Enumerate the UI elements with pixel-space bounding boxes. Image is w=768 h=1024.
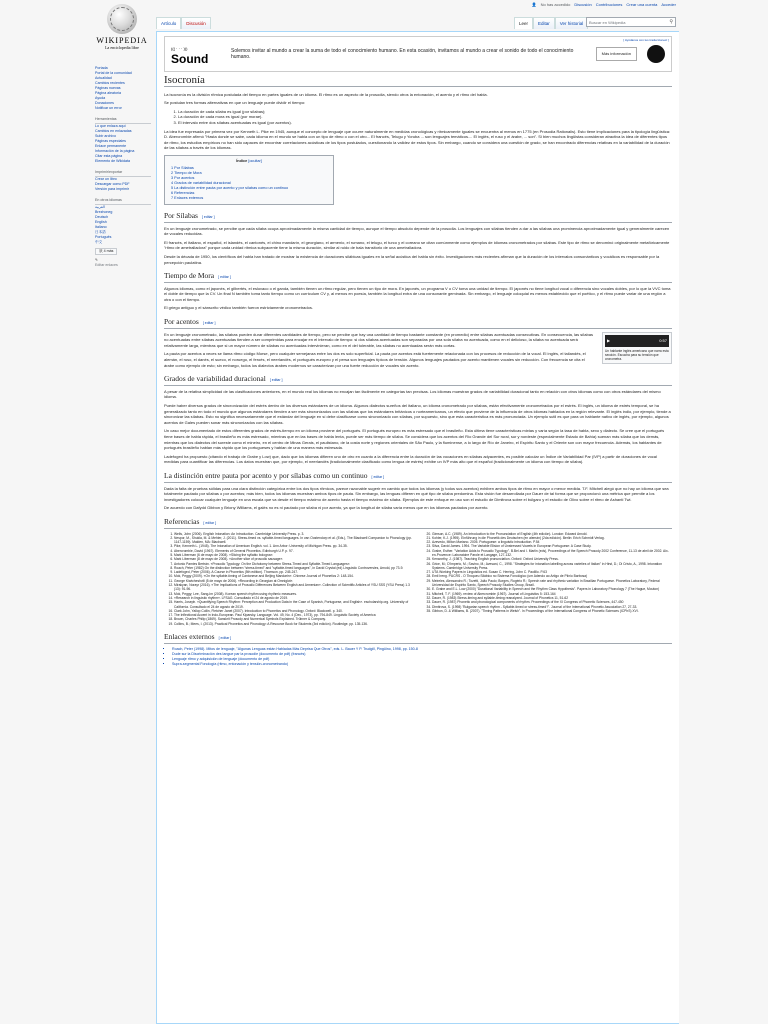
section-title: Enlaces externos: [164, 632, 215, 642]
paragraph: A pesar de la relativa simplicidad de las clasificaciones anteriores, en el mundo real los idiomas no encajan tan fácilmente en categorías tan precisas. Los idiomas muestran grados de variabilidad duracional tanto en relación con otros idiomas como con otros estándares del mismo idioma.: [164, 388, 661, 400]
toc-item[interactable]: 5 La distinción entre pauta por acento y por sílabas como un continuo: [171, 185, 289, 190]
tab-read[interactable]: Leer: [514, 17, 533, 29]
edit-section-link[interactable]: [ editar ]: [201, 214, 215, 219]
media-caption: Un hablante inglés americano que narra esta sección. Escucha para su tensión que cronometra.: [605, 348, 669, 361]
wikimedia-logo-icon: [647, 45, 665, 63]
reference-item: 21. Kohler, K.J. (1995). Einführung in die Phonetik des Deutschen (en alemán) (2da edición). Berlin: Erich Schmidt Verlag.: [432, 536, 672, 540]
not-logged-in: No has accedido: [540, 2, 571, 7]
section-heading-enlaces: [164, 634, 672, 644]
sidebar-language-item[interactable]: English: [95, 220, 107, 224]
section-heading-acentos: [164, 319, 672, 329]
tab-discussion[interactable]: Discusión: [181, 17, 211, 29]
reference-item: 23. Silva, David James. 1994. The Variable Elision of Unstressed Vowels in European Portuguese: A Case Study.: [432, 544, 672, 548]
reference-item: 34. Dimitrova, S. (1998) "Bulgarian speech rhythm - Syllable-timed or stress-timed?". Journal of the International Phonetic Association 27, 27-33.: [432, 605, 672, 609]
banner-text: Solemos invitar al mundo a crear la suma de todo el conocimiento humano. En esta ocasión, invitamos al mundo a crear el sonido de todo el conocimiento humano.: [231, 48, 574, 60]
reference-item: 20. Gimson, A.C. (1989). An Introduction to the Pronunciation of English (4th edición). London: Edward Arnold.: [432, 532, 672, 536]
sidebar-tool-item[interactable]: Páginas especiales: [95, 139, 126, 143]
sidebar-tool-item[interactable]: Subir archivo: [95, 134, 116, 138]
paragraph: En un lenguaje cronometrado, se percibe que cada sílaba ocupa aproximadamente la misma cantidad de tiempo, aunque el tiempo absoluto depende de la prosodia. Los lenguajes con sílabas tienden a dar a las sílabas una prominencia aproximadamente igual y generalmente carecen de vocales reducidas.: [164, 225, 670, 237]
reference-item: 6. Mark Liberman (8 de mayo de 2008). «Another slice of prosodic sausage».: [174, 557, 414, 561]
reference-item: 3. Pike, Kenneth L. (1945). The Intonation of American English. vol. 1. Ann Arbor: University of Michigan Press. pp. 34-35.: [174, 544, 414, 548]
edit-links-link[interactable]: Editar enlaces: [95, 263, 118, 267]
toc-item[interactable]: 6 Referencias: [171, 190, 195, 195]
paragraph: Un caso mejor documentado de estos diferentes grados de estrés-tiempo en un idioma proviene del portugués. El portugués europeo es más estresado que el brasileño. Esta última tiene características mixtas y varía según la tasa de habla, sexo y dialecto. Se cree que el portugués tiene bases de habla rápida, el brasileño es más estresado, mientras que en las bases de habla lenta, puede ser más tiempo de sílaba. Se considera que los acentos del Río Grande del Sur rural, sur y nordeste (especialmente Estado de Bahía) suenan más sílaba que los demás, mientras que los dialectos del sureste como el mineiro, en el centro de Minas Gerais, el paulistano, de la costa norte y regiones orientales de São Paulo, y la fluminense, a lo largo de Río de Janeiro, el Espíritu Santo y el Oriente son con mayor frecuencia. Además, los hablantes de portugués brasileño hablan más rápido que los portugueses y hablan de una manera más estresada.: [164, 428, 665, 451]
sidebar-print: [95, 177, 151, 192]
namespace-tabs: [156, 17, 211, 29]
list-item: 2. La duración de cada mora es igual (por morae).: [178, 114, 672, 120]
search-icon[interactable]: ⚲: [669, 19, 673, 25]
sidebar-print-item[interactable]: Descargar como PDF: [95, 182, 130, 186]
reference-item: 7. Antonio Pamies Bertrán. «Prosodic Typology: On the Dichotomy between Stress-Timed and Syllable-Timed Languages».: [174, 562, 414, 566]
reference-item: 30. E. Grabe and E.L. Low (2000) "Durational Variability in Speech and the Rhythm Class Hypothesis". Papers in Laboratory Phonology 7 (The Hague, Mouton): [432, 587, 672, 591]
sidebar-print-item[interactable]: Crear un libro: [95, 177, 117, 181]
sidebar-nav-item[interactable]: Páginas nuevas: [95, 86, 121, 90]
toc-toggle[interactable]: [ocultar]: [248, 158, 262, 163]
sidebar-language-item[interactable]: Brezhoneg: [95, 210, 113, 214]
sidebar-nav-item[interactable]: Actualidad: [95, 76, 112, 80]
sidebar-nav-item[interactable]: Portada: [95, 66, 108, 70]
reference-item: 22. Azevedo, Milton Mariano. 2005. Portuguese: a linguistic introduction. P.54: [432, 540, 672, 544]
sidebar-lang-title: En otros idiomas: [95, 198, 151, 205]
sidebar-language-item[interactable]: Português: [95, 235, 112, 239]
section-title: Tiempo de Mora: [164, 271, 215, 281]
sidebar-nav-item[interactable]: Notificar un error: [95, 106, 122, 110]
sidebar-nav-item[interactable]: Página aleatoria: [95, 91, 121, 95]
reference-item: 14. «Research in linguistic rhythm». LFSAG. Consultado el 24 de agosto de 2019.: [174, 596, 414, 600]
paragraph: Puede haber diversos grados de sincronización del estrés dentro de los diversos estándares de un idioma. Algunos dialectos sureños del italiano, un idioma cronometrado por sílabas, están efectivamente cronometrados por el estrés. El inglés, un idioma de estrés temporal, se ha generalizado tanto en todo el mundo que algunos estándares tienden a ser más sincronizados con las sílabas que los estándares británicos o norteamericanos, un efecto que proviene de la influencia de otros idiomas hablados en la región relevante. El inglés indio, por ejemplo, tiende a sincronizar las sílabas. Esto no significa necesariamente que el estándar del lenguaje en sí debe clasificarse como sincronizado con sílabas, por supuesto, sino que esta característica es más pronunciada. Un ejemplo sutil es que para un hablante nativo de inglés, por ejemplo, algunos acentos de Gales pueden sonar más sincronizados con las sílabas.: [164, 403, 671, 425]
sidebar-tools: [95, 124, 151, 164]
references: [164, 532, 672, 627]
reference-item: 15. Harris, Joseph. «Quantifying Speech Rhythm: Perception and Production Data in the Case of Spanish, Portuguese, and English». escholarship.org. University of California. Consultado el 24 de agosto de 2019.: [174, 600, 414, 609]
sidebar-tool-item[interactable]: Información de la página: [95, 149, 135, 153]
section-title: Por acentos: [164, 317, 199, 327]
reference-item: 32. Dauer, R. (1983) Stress-timing and syllable-timing reanalyzed. Journal of Phonetics 11, 51-62: [432, 596, 672, 600]
translate-icon: 狀: [99, 249, 103, 253]
edit-section-link[interactable]: [ editar ]: [218, 275, 231, 280]
sidebar-language-item[interactable]: 日本語: [95, 230, 106, 234]
references-column-left: [174, 532, 414, 627]
sidebar-language-item[interactable]: العربية: [95, 205, 105, 209]
paragraph: Desde la década de 1950, los científicos del habla han tratado de mostrar la existencia de duraciones silábicas iguales en la señal acústica del habla sin éxito. Investigaciones más recientes afirman que la duración de los intervalos consonánticos y vocálicos es responsable por la percepción paulatina.: [164, 253, 660, 265]
personal-tools: [532, 2, 676, 7]
reference-item: 18. Brown, Charles Philip (1869). Sanskrit Prosody and Numerical Symbols Explained. Trübner & Company.: [174, 617, 414, 621]
toc-item[interactable]: 2 Tiempo de Mora: [171, 170, 202, 175]
personal-discussion-link[interactable]: Discusión: [574, 2, 592, 7]
sidebar-nav-item[interactable]: Cambios recientes: [95, 81, 125, 85]
tab-edit[interactable]: Editar: [533, 17, 555, 29]
paragraph: En un lenguaje cronometrado, las sílabas pueden durar diferentes cantidades de tiempo, pero se percibe que hay una cantidad de tiempo bastante constante (en promedio) entre sílabas acentuadas consecutivas. En consecuencia, las sílabas no acentuadas entre sílabas acentuadas tienden a ser comprimidas para encajar en el intervalo de tiempo: si dos sílabas acentuadas son separadas por una sola sílaba no acentuada, como en el delicioso, la sílaba no acentuada será relativamente larga, mientras que si un mayor número de sílabas no acentuadas intervinieran, como en el del tolerable, las sílabas no acentuadas serán más cortas.: [164, 331, 593, 348]
external-link[interactable]: ▪ Lenguaje ritmo y adquisición de lenguaje (documento de pdf): [172, 657, 672, 662]
search-placeholder: Buscar en Wikipedia: [589, 20, 626, 25]
paragraph: Ladefoged ha propuesto (citando el trabajo de Grabe y Low) que, dado que los idiomas difieren uno de otro en cuanto a la diferencia entre la duración de las vocaciones en sílabas adyacentes, es posible calcular un Índice de Variabilidad Par (IVP) a partir de duraciones de vocal medidas para cuantificar las diferencias. Los datos muestran que, por ejemplo, el neerlandés (tradicionalmente clasificado como lengua de estrés) exhibe un IVP más alto que el español (tradicionalmente un idioma con tiempo de sílaba).: [164, 453, 657, 465]
sidebar-language-item[interactable]: Deutsch: [95, 215, 109, 219]
reference-item: 4. Abercrombie, David (1967). Elements of General Phonetics. Edinburgh U.P. p. 97.: [174, 549, 414, 553]
reference-item: 1. Wells, John (2006). English Intonation: An Introduction. Cambridge University Press. p. 3.: [174, 532, 414, 536]
view-tabs: [514, 17, 588, 29]
sound-logo-text: Sound: [171, 52, 209, 66]
central-notice-banner: [164, 36, 672, 72]
intro-paragraph-2: Se postulan tres formas alternativas en que un lenguaje puede dividir el tiempo:: [164, 100, 306, 106]
sidebar-languages: [95, 205, 151, 245]
external-links: [172, 647, 672, 667]
section-heading-variabilidad: [164, 376, 672, 386]
reference-item: 28. Emil Ireng. PUCRS - O Tiroqueu Silábico no Sistema Fonológico (um Adendo ao Artigo de Plínio Barbosa): [432, 574, 672, 578]
edit-section-link[interactable]: [ editar ]: [202, 321, 216, 326]
tab-history[interactable]: Ver historial: [555, 17, 589, 29]
reference-item: 11. George Kiwtcheshvili (5 de mayo de 2006). «Recording in Georgian at Omniglot».: [174, 579, 414, 583]
sidebar-tool-item[interactable]: Citar esta página: [95, 154, 123, 158]
list-item: 3. El intervalo entre dos sílabas acentuadas es igual (por acentos).: [178, 120, 672, 126]
reference-item: 13. Mok, Peggy; Lee, Sang-Im (2008). Korean speech rhythm using rhythmic measures.: [174, 592, 414, 596]
section-title: Por Sílabas: [164, 210, 198, 220]
toc-item[interactable]: 3 Por acentos: [171, 175, 195, 180]
toc-item[interactable]: 1 Por Sílabas: [171, 165, 194, 170]
pencil-icon: ✎: [95, 258, 99, 262]
logo-tagline: La enciclopedia libre: [105, 45, 139, 50]
reference-item: 10. Mok, Peggy (2009). «On the syllable-timing of Cantonese and Beijing Mandarin». Chinese Journal of Phonetics 2: 148-154.: [174, 574, 414, 578]
table-of-contents: [164, 155, 334, 205]
list-item: 1. La duración de cada sílaba es igual (por sílabas);: [178, 109, 672, 115]
paragraph: El griego antiguo y el sánscrito védico también fueron estrictamente cronometrados.: [164, 305, 313, 311]
edit-section-link[interactable]: [ editar ]: [371, 474, 385, 479]
sidebar-nav-item[interactable]: Donaciones: [95, 101, 114, 105]
play-icon[interactable]: ▶: [607, 337, 611, 343]
toc-title: [171, 159, 327, 164]
reference-item: 17. The Inflectional Accent in Indo-European. Paul Kiparsky. Language. Vol. 49, No. 4 (Dec., 1973), pp. 794-849. Linguistic Society of America: [174, 613, 414, 617]
sidebar-print-item[interactable]: Versión para imprimir: [95, 187, 129, 191]
reference-item: 16. Clark John, Yallop Collin, Fletcher Janet (2007). Introduction to Phonetics and Phonology. Oxford: Blackwell. p. 340.: [174, 609, 414, 613]
sidebar-print-title: Imprimir/exportar: [95, 170, 151, 177]
section-title: Referencias: [164, 516, 200, 526]
toc-title-text: Índice: [236, 158, 248, 163]
reference-item: 25. Kenworthy, J. (1987). Teaching English pronunciation. Oxford: Oxford University Press.: [432, 557, 672, 561]
logo-wordmark: WIKIPEDIA: [96, 36, 148, 45]
login-link[interactable]: Acceder: [661, 2, 676, 7]
user-icon: 👤: [531, 2, 537, 7]
reference-item: 12. Mirakyan, Norayr (2016). «The Implications of Prosodic Differences Between English and Armenian». Collection of Scientific Articles of YSU SSS (YSU Press) 1.3 (13): 91-96.: [174, 583, 414, 592]
page-title: Isocronía: [164, 78, 672, 87]
external-link[interactable]: ▪ Roach, Peter (1998). Mitos de lenguaje, "Algunas Lenguas están Habladas Más Deprisa Que Otros", eds. L. Bauer Y P. Trudgill, Pingüino, 1998, pp. 150-8: [172, 647, 672, 652]
sound-logo: [171, 44, 221, 64]
wikipedia-logo[interactable]: [92, 4, 152, 60]
toc-item[interactable]: 4 Grados de variabilidad duracional: [171, 180, 231, 185]
banner-help-link[interactable]: [ Ayúdanos con tus traducciones! ]: [623, 38, 669, 42]
sidebar-nav-item[interactable]: Portal de la comunidad: [95, 71, 132, 75]
paragraph: Dada la falta de pruebas sólidas para una clara distinción categórica entre los dos tipos rítmicos, parece razonable sugerir en cambio que todos los idiomas (y todos sus acentos) exhiben ambos tipos de ritmo en mayor o menor medida. T.F. Mitchell alegó que no hay un idioma que sea totalmente pautado por sílabas o por acentos; más bien, todos los idiomas muestran ambos tipos de pauta. Sin embargo, las lenguas difieren en qué tipo de sílaba predomina. Esta visión fue desarrollada por Dauer de tal forma que se proporcionó una métrica que permite a los investigadores colocar cualquier lenguaje en una escala que va desde el tiempo máximo de acento hasta el tiempo máximo de sílaba. Ejemplos de este enfoque en uso son el estudio de Dimitrova sobre el búlgaro y el estudio de Olivo sobre el ritmo de Ashanti Twi.: [164, 485, 669, 502]
sidebar-language-item[interactable]: Italiano: [95, 225, 107, 229]
paragraph: Algunos idiomas, como el japonés, el gilbertés, el eslovaco o el ganda, también tienen un ritmo regular, pero tienen un tipo de mora. En japonés, un programa V o CV toma una unidad de tiempo. El japonés no tiene longitud vocal o diferencia sino vocales dobles, por lo que la VVC toma el doble de tiempo que la CV. Un final N también toma tanto tiempo como un curriculum CV y, al menos en poesía, también la longitud extra de una consonante geminada. Sin embargo, el lenguaje coloquial es menos establecido que el poético, y el ritmo puede variar de una región a otra o con el tiempo.: [164, 285, 671, 302]
external-link[interactable]: ▪ Dude sur la Discriminación des langue par la prosodie (documento de pdf) (francés): [172, 652, 672, 657]
paragraph: La pauta por acentos a veces se llama ritmo código Morse, pero cualquier semejanza entre los dos es solo superficial. La pauta por acentos está fuertemente relacionada con los procesos de reducción de la vocal. El inglés, el tailandés, el alemán, el ruso, el danés, el sueco, el noruego, el feroés, el neerlandés, el portugués europeo y el persa son lenguajes típicos de tensión. Algunos lenguajes pautados por acento mantienen vocales sin reducción. Con frecuencia se cita el árabe como ejemplo de esto; sin embargo, todos los dialectos árabes modernos se caracterizan por una fuerte reducción de vocales sin acento.: [164, 351, 586, 368]
section-heading-silabas: [164, 210, 672, 223]
more-languages-button[interactable]: [95, 248, 117, 255]
edit-section-link[interactable]: [ editar ]: [218, 636, 232, 641]
paragraph: De acuerdo con Dafydd Gibbon y Briony Williams, el galés no es ni pautado por sílaba ni por acento, ya que la longitud de sílaba varía menos que en los idiomas pautados por acento.: [164, 505, 489, 511]
sidebar-nav: [95, 66, 151, 111]
reference-item: 19. Collins, B.; Mees, I. (2013). Practical Phonetics and Phonology: A Resource Book for Students (3rd edición). Routledge. pp. 135-136.: [174, 622, 414, 626]
section-title: La distinción entre pauta por acento y por sílabas como un continuo: [164, 470, 368, 480]
sidebar-language-item[interactable]: 中文: [95, 240, 103, 244]
sound-logo-prefix: ((( · · · ))): [171, 46, 188, 51]
toc-list: [171, 166, 327, 201]
reference-item: 31. Mitchell, T. F. (1969). review of Abercrombie (1967). Journal of Linguistics 5: 153-164: [432, 592, 672, 596]
toc-item[interactable]: 7 Enlaces externos: [171, 195, 204, 200]
reference-item: 24. Grabe, Esther. "Variation Adds to Prosodic Typology". B.Bel and I. Marlin (eds), Proceedings of the Speech Prosody 2002 Conference, 11-13 de abril de 2002. Aix-en-Provence: Laboratoire Parole et Langage, 127-132.: [432, 549, 672, 558]
sidebar-tool-item[interactable]: Elemento de Wikidata: [95, 159, 130, 163]
globe-icon: [107, 4, 137, 34]
main-content: [156, 31, 679, 1024]
section-heading-referencias: [164, 516, 672, 529]
reference-item: 9. Ladefoged, Peter (2006). A Course in Phonetics (5th edition). Thomson. pp. 245-247.: [174, 570, 414, 574]
audio-player: [602, 332, 672, 364]
section-heading-mora: [164, 273, 672, 283]
sidebar-tool-item[interactable]: Cambios en enlazadas: [95, 129, 132, 133]
tab-article[interactable]: Artículo: [156, 17, 181, 29]
more-languages-label: 4 más: [103, 249, 114, 253]
reference-item: 27. UTA Working Papers in Linguistics ed. Susan C. Herring, John C. Paolillo. P.63: [432, 570, 672, 574]
intro-paragraph-1: La isocronía es la división rítmica postulada del tiempo en partes iguales de un idioma. El ritmo es un aspecto de la prosodia, siendo otros la entonación, el acento y el ritmo del habla.: [164, 91, 488, 97]
reference-item: 26. Grice, M.; D'Imperio, M.; Savino, M.; Avesani, C., 1998. "Strategies for intonation labelling across varieties of Italian" in Hirst, D.; Di Cristo, A., 1998. Intonation Systems. Cambridge University Press.: [432, 562, 672, 571]
sidebar: [95, 66, 151, 268]
intro-paragraph-3: La idea fue expresada por primera vez por Kenneth L. Pike en 1945, aunque el concepto de lenguaje que ocurre naturalmente en medidas cronológicas y rítmicamente iguales se encuentra al menos en 1775 (en Prosodia Rationalis). Esto tiene implicaciones para la tipología lingüística: D. Abercrombie afirmó "Hasta donde se sabe, cada idioma en el mundo se habla con un tipo de ritmo o con el otro... El francés, Telugu y Yoruba ... son lenguajes temáticos.... El inglés, el ruso y el árabe, ... son". Si bien muchos lingüistas consideran atractiva la idea de diferentes tipos de ritmo, los estudios empíricos no han sido capaces de encontrar correlaciones acústicas de los tipos postulados, cuestionando la validez de estos tipos. Sin embargo, cuando se considera una cuestión de grado, se han encontrado diferencias relativas en la variabilidad de la duración de las sílabas a través de los idiomas.: [164, 128, 671, 151]
create-account-link[interactable]: Crear una cuenta: [626, 2, 658, 7]
sidebar-tool-item[interactable]: Lo que enlaza aquí: [95, 124, 126, 128]
reference-item: 33. Dauer, R. (1987) Phonetic and phonological components of rhythm. Proceedings of the XI Congress of Phonetic Sciences, 447-450: [432, 600, 672, 604]
references-column-right: [432, 532, 672, 627]
media-player-bar[interactable]: [605, 335, 669, 347]
section-heading-continuo: [164, 470, 672, 483]
intro-list: [178, 109, 672, 126]
reference-item: 35. Gibbon, D. & Williams, B. (2007). "Timing Patterns in Welsh". In Proceedings of the International Congress of Phonetic Sciences (ICPhS) XVI.: [432, 609, 672, 613]
sidebar-nav-item[interactable]: Ayuda: [95, 96, 106, 100]
media-duration: 0:57: [659, 337, 667, 343]
reference-item: 5. Mark Liberman (6 de mayo de 2008). «Slicing the syllabic bologna».: [174, 553, 414, 557]
paragraph: El francés, el italiano, el español, el islandés, el cantonés, el chino mandarín, el georgiano, el armenio, el rumano, el telugu, el turco y el coreano se citan comúnmente como ejemplos de idiomas cronometrados por sílabas. Este tipo de ritmo se denominó originalmente metafóricamente "ritmo de ametralladora" porque cada unidad rítmica subyacente tiene la misma duración, similar al ruido de bala transitorio de una ametralladora.: [164, 239, 670, 251]
section-title: Grados de variabilidad duracional: [164, 374, 266, 384]
reference-item: 8. Roach, Peter (1982) On the distinction between "stress-timed" and "syllable-timed languages", in David Crystal (ed) Linguistic Controversies, Arnold, pp 73-9.: [174, 566, 414, 570]
sidebar-tools-title: Herramientas: [95, 117, 151, 124]
reference-item: 2. Nespor, M., Shukla, M. & Mehler, J. (2011). Stress-timed vs. syllable-timed languages. In van Oostendorp et al. (Eds.), The Blackwell Companion to Phonology (pp. 1147-1159). Malden, MA: Blackwell.: [174, 536, 414, 545]
sidebar-tool-item[interactable]: Enlace permanente: [95, 144, 127, 148]
search-input[interactable]: [586, 17, 676, 27]
banner-more-info-button[interactable]: Más información: [596, 47, 637, 61]
edit-section-link[interactable]: [ editar ]: [203, 520, 217, 525]
reference-item: 29. Meireles, Alexsandro R.; Tozetti, João Paulo; Borges, Rogério R.; Speech rate and rhythmic variation in Brazilian Portuguese. Phonetics Laboratory, Federal Universidad de Espírito Santo, Speech Prosody Studies Group, Brazil.: [432, 579, 672, 588]
edit-section-link[interactable]: [ editar ]: [269, 378, 283, 383]
external-link[interactable]: ▪ Supra-segmental Fonología (ritmo, entonación y tensión-cronometrando): [172, 662, 672, 667]
contributions-link[interactable]: Contribuciones: [595, 2, 623, 7]
